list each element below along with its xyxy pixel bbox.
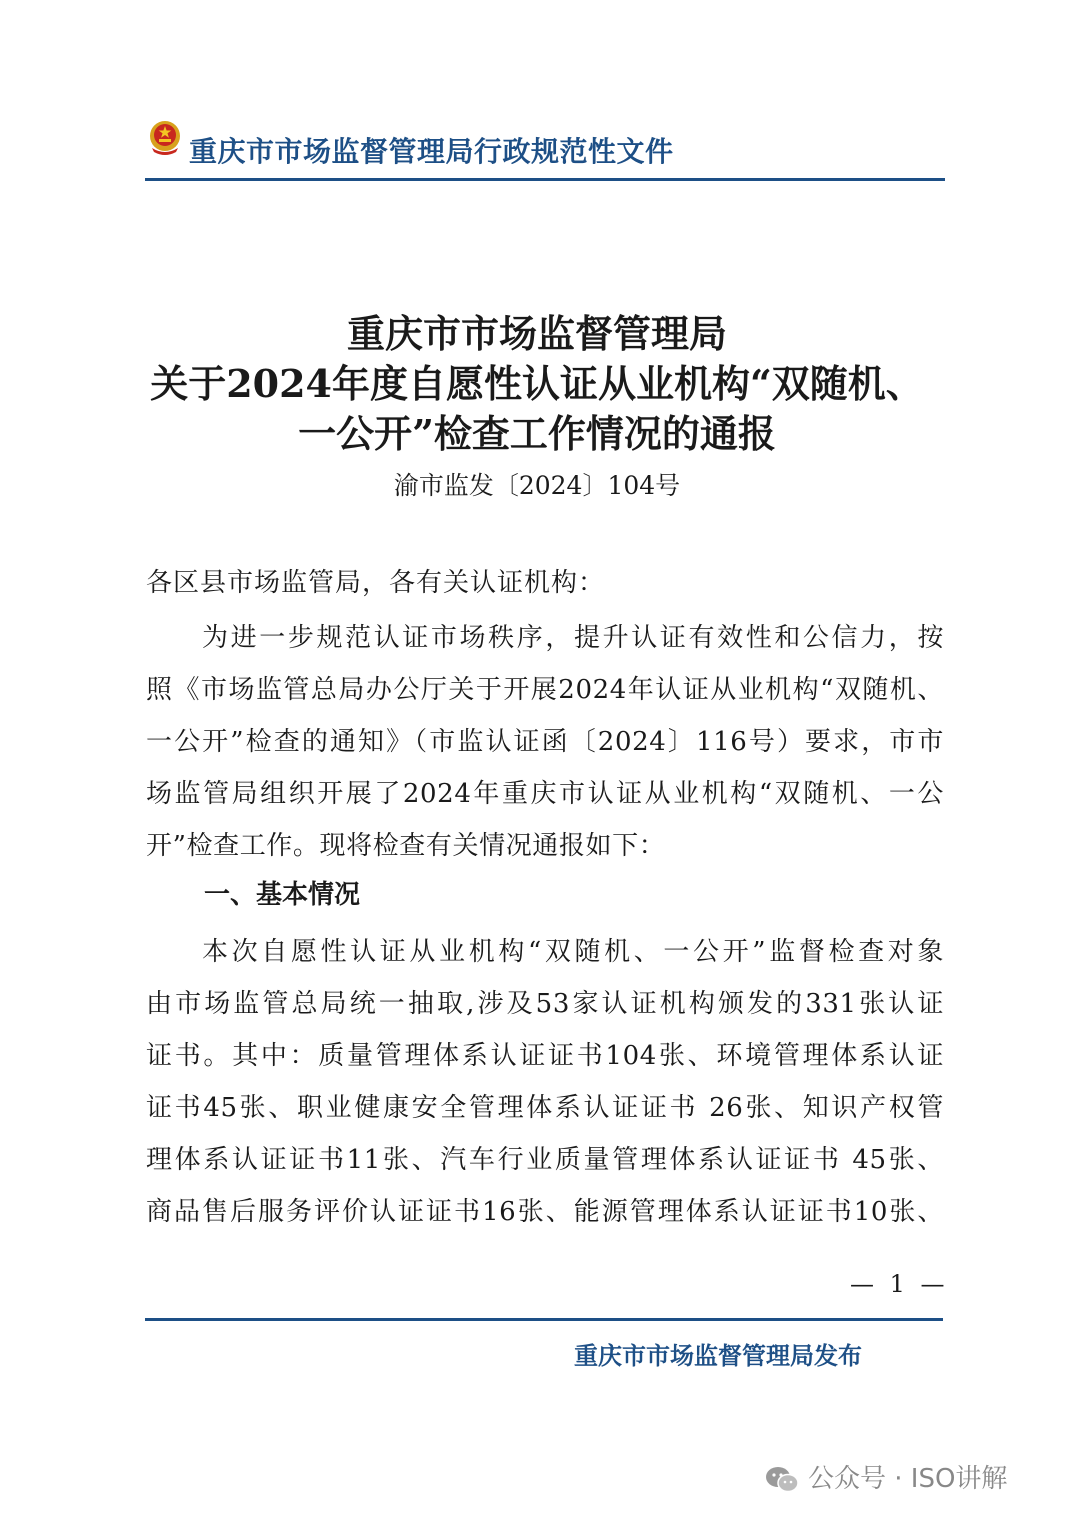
- paragraph-line: 场监管局组织开展了2024年重庆市认证从业机构“双随机、一公: [146, 779, 944, 809]
- wechat-icon: [764, 1465, 800, 1495]
- header-title: 重庆市市场监督管理局行政规范性文件: [189, 135, 674, 168]
- title-line-1: 重庆市市场监督管理局: [346, 311, 727, 356]
- title-line-3: 一公开”检查工作情况的通报: [298, 411, 776, 456]
- footer-divider: [145, 1318, 943, 1321]
- header-divider: [145, 178, 945, 181]
- paragraph-line: 理体系认证证书11张、汽车行业质量管理体系认证证书 45张、: [146, 1145, 944, 1175]
- section-heading: 一、基本情况: [204, 880, 361, 910]
- paragraph-line: 商品售后服务评价认证证书16张、能源管理体系认证证书10张、: [146, 1197, 944, 1227]
- document-number: 渝市监发〔2024〕104号: [393, 471, 681, 500]
- paragraph-line: 一公开”检查的通知》（市监认证函〔2024〕116号）要求，市市: [146, 727, 944, 757]
- paragraph-line: 证书。其中：质量管理体系认证证书104张、环境管理体系认证: [146, 1041, 944, 1071]
- paragraph-line: 照《市场监管总局办公厅关于开展2024年认证从业机构“双随机、: [146, 675, 944, 705]
- paragraph-line: 由市场监管总局统一抽取,涉及53家认证机构颁发的331张认证: [146, 989, 944, 1019]
- salutation: 各区县市场监管局，各有关认证机构：: [146, 568, 606, 598]
- paragraph-line: 本次自愿性认证从业机构“双随机、一公开”监督检查对象: [202, 937, 944, 967]
- page-number: — 1 —: [850, 1270, 949, 1298]
- watermark-text: 公众号 · ISO讲解: [808, 1464, 1008, 1494]
- paragraph-line: 为进一步规范认证市场秩序，提升认证有效性和公信力，按: [202, 623, 944, 653]
- document-header: [145, 118, 945, 168]
- title-line-2: 关于2024年度自愿性认证从业机构“双随机、: [150, 361, 924, 406]
- paragraph-line: 证书45张、职业健康安全管理体系认证证书 26张、知识产权管: [146, 1093, 944, 1123]
- publisher-label: 重庆市市场监督管理局发布: [574, 1342, 862, 1370]
- national-emblem-icon: [145, 118, 185, 158]
- watermark: [764, 1458, 1007, 1498]
- paragraph-line: 开”检查工作。现将检查有关情况通报如下：: [146, 831, 666, 861]
